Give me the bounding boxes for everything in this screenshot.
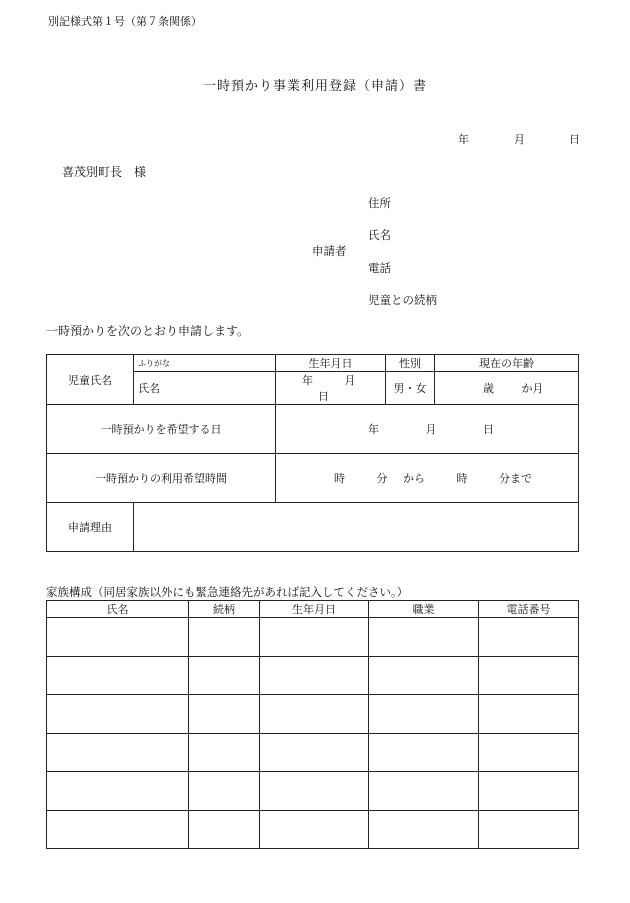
- family-birthdate-cell[interactable]: [260, 618, 369, 657]
- birth-date-field[interactable]: [276, 372, 386, 405]
- family-occupation-cell[interactable]: [369, 810, 479, 849]
- family-name-cell[interactable]: [47, 656, 189, 695]
- intro-text: 一時預かりを次のとおり申請します。: [46, 324, 250, 338]
- applicant-label: 申請者: [312, 244, 347, 258]
- family-name-cell[interactable]: [47, 733, 189, 772]
- table-row: [47, 656, 579, 695]
- age-years-label: 歳: [483, 382, 494, 395]
- family-relation-cell[interactable]: [189, 810, 260, 849]
- desired-day-label: 日: [483, 423, 494, 436]
- reason-field[interactable]: [134, 503, 579, 552]
- child-name-field[interactable]: 氏名: [134, 372, 276, 405]
- age-field[interactable]: [435, 372, 579, 405]
- family-birthdate-cell[interactable]: [260, 733, 369, 772]
- family-relation-cell[interactable]: [189, 618, 260, 657]
- table-row: [47, 772, 579, 811]
- family-col-birthdate: 生年月日: [260, 601, 369, 618]
- family-occupation-cell[interactable]: [369, 618, 479, 657]
- form-number: 別記様式第１号（第７条関係）: [48, 15, 202, 28]
- family-name-cell[interactable]: [47, 618, 189, 657]
- child-name-label: 児童氏名: [47, 355, 134, 405]
- family-name-cell[interactable]: [47, 695, 189, 734]
- desired-month-label: 月: [425, 423, 437, 436]
- family-name-cell[interactable]: [47, 810, 189, 849]
- time-from-label: から: [403, 472, 425, 485]
- desired-date-label: 一時預かりを希望する日: [47, 405, 276, 454]
- family-relation-cell[interactable]: [189, 695, 260, 734]
- table-row: [47, 695, 579, 734]
- desired-year-label: 年: [368, 423, 379, 436]
- age-months-label: か月: [521, 382, 544, 395]
- family-phone-cell[interactable]: [479, 772, 579, 811]
- family-phone-cell[interactable]: [479, 656, 579, 695]
- date-day: 日: [569, 133, 580, 146]
- table-row: [47, 618, 579, 657]
- family-table: [46, 600, 579, 849]
- date-year: 年: [458, 133, 469, 146]
- family-phone-cell[interactable]: [479, 695, 579, 734]
- furigana-field[interactable]: ふりがな: [134, 355, 276, 372]
- applicant-address-label: 住所: [368, 196, 391, 210]
- birth-year-label: 年: [302, 374, 313, 387]
- desired-date-field[interactable]: [276, 405, 579, 454]
- time-min-from-label: 分: [376, 472, 388, 485]
- family-col-name: 氏名: [47, 601, 189, 618]
- table-row: [47, 810, 579, 849]
- desired-time-field[interactable]: [276, 454, 579, 503]
- family-phone-cell[interactable]: [479, 810, 579, 849]
- child-info-table: [46, 354, 579, 552]
- time-hour-from-label: 時: [334, 472, 345, 485]
- birth-day-label: 日: [318, 390, 329, 403]
- applicant-name-label: 氏名: [368, 228, 391, 242]
- addressee: 喜茂別町長 様: [62, 165, 147, 179]
- family-birthdate-cell[interactable]: [260, 810, 369, 849]
- family-birthdate-cell[interactable]: [260, 695, 369, 734]
- sex-header: 性別: [386, 355, 435, 372]
- family-birthdate-cell[interactable]: [260, 772, 369, 811]
- family-relation-cell[interactable]: [189, 656, 260, 695]
- family-col-phone: 電話番号: [479, 601, 579, 618]
- page-title: 一時預かり事業利用登録（申請）書: [202, 79, 427, 94]
- birth-date-header: 生年月日: [276, 355, 386, 372]
- sex-field[interactable]: 男・女: [386, 372, 435, 405]
- date-month: 月: [514, 133, 525, 146]
- family-col-relation: 続柄: [189, 601, 260, 618]
- family-phone-cell[interactable]: [479, 733, 579, 772]
- age-header: 現在の年齢: [435, 355, 579, 372]
- family-relation-cell[interactable]: [189, 733, 260, 772]
- family-relation-cell[interactable]: [189, 772, 260, 811]
- family-birthdate-cell[interactable]: [260, 656, 369, 695]
- family-name-cell[interactable]: [47, 772, 189, 811]
- family-occupation-cell[interactable]: [369, 772, 479, 811]
- family-col-occupation: 職業: [369, 601, 479, 618]
- birth-month-label: 月: [344, 374, 356, 387]
- family-occupation-cell[interactable]: [369, 733, 479, 772]
- family-occupation-cell[interactable]: [369, 656, 479, 695]
- desired-time-label: 一時預かりの利用希望時間: [47, 454, 276, 503]
- reason-label: 申請理由: [47, 503, 134, 552]
- family-heading: 家族構成（同居家族以外にも緊急連絡先があれば記入してください。）: [46, 585, 409, 599]
- time-until-label: 分まで: [499, 472, 532, 485]
- table-row: [47, 733, 579, 772]
- time-hour-to-label: 時: [456, 472, 468, 485]
- family-occupation-cell[interactable]: [369, 695, 479, 734]
- applicant-relation-label: 児童との続柄: [368, 293, 437, 307]
- family-phone-cell[interactable]: [479, 618, 579, 657]
- applicant-phone-label: 電話: [368, 261, 391, 275]
